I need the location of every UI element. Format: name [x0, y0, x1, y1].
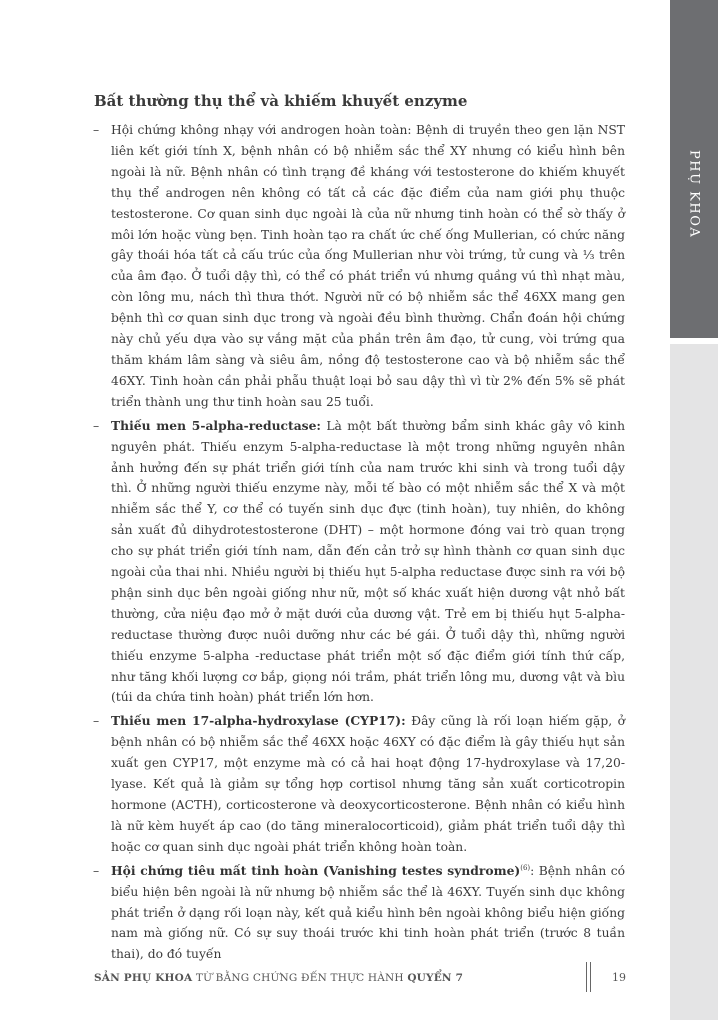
- footer-divider: [586, 962, 591, 992]
- item-term: Hội chứng tiêu mất tinh hoàn (Vanishing testes syndrome): [111, 862, 521, 878]
- page-content: [94, 90, 625, 968]
- list-item: [94, 120, 625, 413]
- dash-bullet: –: [93, 418, 100, 433]
- item-text: : Bệnh nhân có biểu hiện bên ngoài là nữ nhưng bộ nhiễm sắc thể là 46XY. Tuyến sinh dục không phát triển ở dạng rối loạn này, kết quả kiểu hình bên ngoài không biểu hiện giống nam mà giống nữ. Có sự suy thoái trước khi tinh hoàn phát triển (trước 8 tuần thai), do đó tuyến: [111, 863, 626, 962]
- item-term: Thiếu men 17-alpha-hydroxylase (CYP17):: [111, 713, 406, 729]
- page-number: 19: [612, 971, 626, 984]
- item-term: Thiếu men 5-alpha-reductase:: [111, 417, 321, 433]
- list-item: [94, 711, 625, 857]
- book-volume: QUYỂN 7: [407, 972, 464, 984]
- book-title-bold: SẢN PHỤ KHOA: [94, 972, 193, 984]
- side-tab-label-text: PHỤ KHOA: [686, 149, 702, 239]
- page-footer: [94, 968, 625, 988]
- list-item: [94, 416, 625, 709]
- item-text: Hội chứng không nhạy với androgen hoàn toàn: Bệnh di truyền theo gen lặn NST liên kết giới tính X, bệnh nhân có bộ nhiễm sắc thể XY nhưng có kiểu hình bên ngoài là nữ. Bệnh nhân có tình trạng đề kháng với testosterone do khiếm khuyết thụ thể androgen nên không có tất cả các đặc điểm của nam giới phụ thuộc testosterone. Cơ quan sinh dục ngoài là của nữ nhưng tinh hoàn có thể sờ thấy ở môi lớn hoặc vùng bẹn. Tinh hoàn tạo ra chất ức chế ống Mullerian, có chức năng gây thoái hóa tất cả cấu trúc của ống Mullerian như vòi trứng, tử cung và ⅓ trên của âm đạo. Ở tuổi dậy thì, có thể có phát triển vú nhưng quầng vú thì nhạt màu, còn lông mu, nách thì thưa thớt. Người nữ có bộ nhiễm sắc thể 46XX mang gen bệnh thì cơ quan sinh dục trong và ngoài đều bình thường. Chẩn đoán hội chứng này chủ yếu dựa vào sự vắng mặt của phần trên âm đạo, tử cung, vòi trứng qua thăm khám lâm sàng và siêu âm, nồng độ testosterone cao và bộ nhiễm sắc thể 46XY. Tinh hoàn cần phải phẫu thuật loại bỏ sau dậy thì vì từ 2% đến 5% sẽ phát triển thành ung thư tinh hoàn sau 25 tuổi.: [111, 123, 625, 409]
- book-title: [94, 972, 463, 984]
- side-tab-bottom: [670, 344, 718, 1020]
- dash-bullet: –: [93, 863, 100, 878]
- item-text: Đây cũng là rối loạn hiếm gặp, ở bệnh nhân có bộ nhiễm sắc thể 46XX hoặc 46XY có đặc điểm là gây thiếu hụt sản xuất gen CYP17, một enzyme mà có cả hai hoạt động 17-hydroxylase và 17,20-lyase. Kết quả là giảm sự tổng hợp cortisol nhưng tăng sản xuất corticotropin hormone (ACTH), corticosterone và deoxycorticosterone. Bệnh nhân có kiểu hình là nữ kèm huyết áp cao (do tăng mineralocorticoid), giảm phát triển tuổi dậy thì hoặc cơ quan sinh dục ngoài phát triển không hoàn toàn.: [111, 714, 625, 854]
- section-heading: Bất thường thụ thể và khiếm khuyết enzyme: [94, 92, 468, 110]
- list-item: [94, 861, 625, 966]
- citation-reference[interactable]: (6): [520, 863, 531, 872]
- book-title-middle: TỪ BẰNG CHỨNG ĐẾN THỰC HÀNH: [192, 972, 408, 984]
- bullet-list: [94, 120, 625, 965]
- dash-bullet: –: [93, 714, 100, 729]
- item-text: Là một bất thường bẩm sinh khác gây vô kinh nguyên phát. Thiếu enzym 5-alpha-reductase là một trong những nguyên nhân ảnh hưởng đến sự phát triển giới tính của nam trước khi sinh và trong tuổi dậy thì. Ở những người thiếu enzyme này, mỗi tế bào có một nhiễm sắc thể X và một nhiễm sắc thể Y, cơ thể có tuyến sinh dục đực (tinh hoàn), tuy nhiên, do không sản xuất đủ dihydrotestosterone (DHT) – một hormone đóng vai trò quan trọng cho sự phát triển giới tính nam, dẫn đến cản trở sự hình thành cơ quan sinh dục ngoài của thai nhi. Nhiều người bị thiếu hụt 5-alpha reductase được sinh ra với bộ phận sinh dục bên ngoài giống như nữ, một số khác xuất hiện dương vật nhỏ bất thường, cửa niệu đạo mở ở mặt dưới của dương vật. Trẻ em bị thiếu hụt 5-alpha-reductase thường được nuôi dưỡng như các bé gái. Ở tuổi dậy thì, những người thiếu enzyme 5-alpha -reductase phát triển một số đặc điểm giới tính thứ cấp, như tăng khối lượng cơ bắp, giọng nói trầm, phát triển lông mu, dương vật và bìu (túi da chứa tinh hoàn) phát triển lớn hơn.: [111, 418, 625, 705]
- side-tab-label: [671, 144, 717, 244]
- dash-bullet: –: [93, 123, 100, 137]
